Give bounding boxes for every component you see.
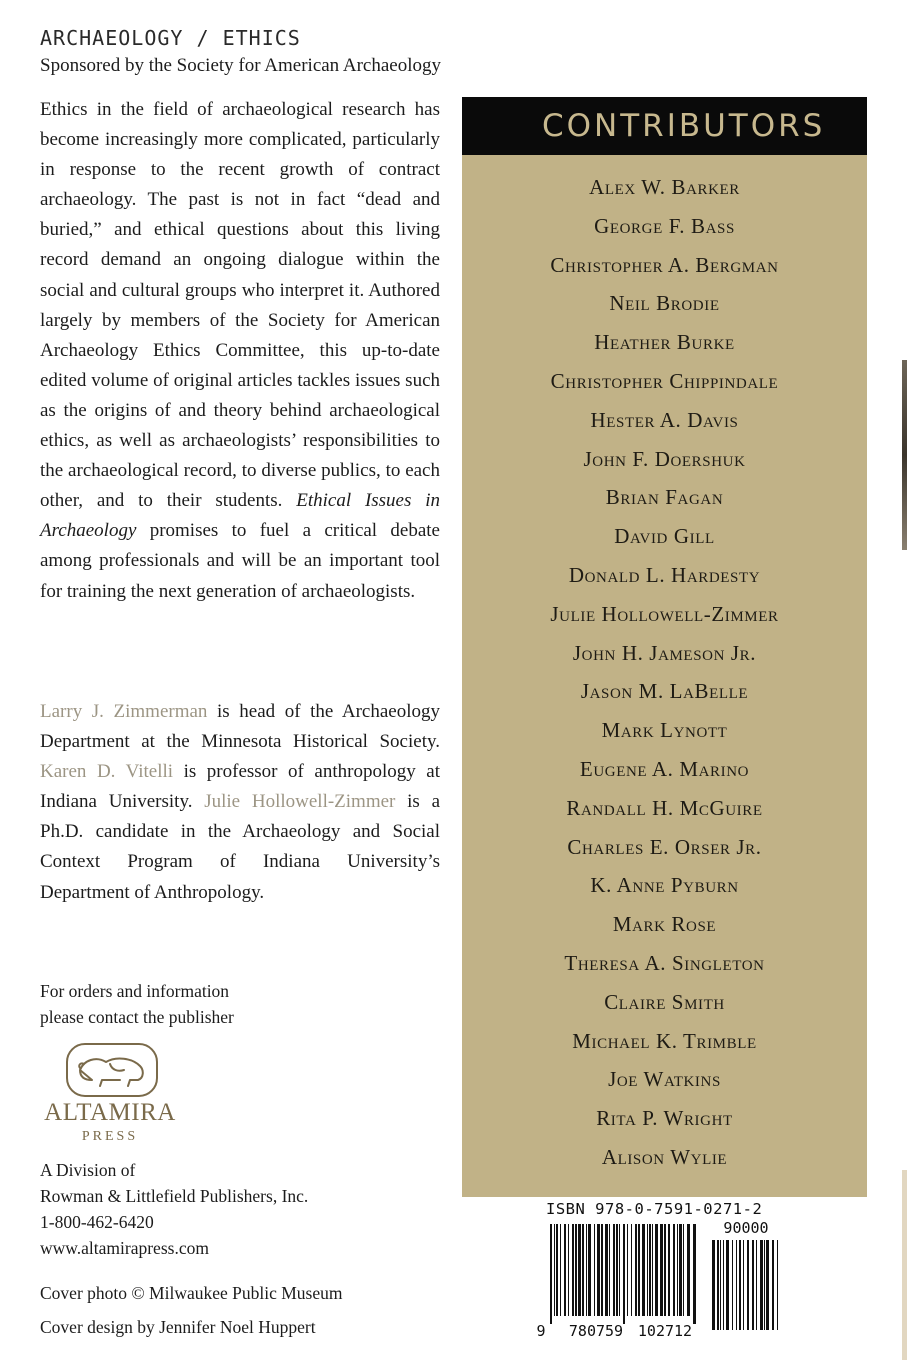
barcode-bar (717, 1240, 719, 1330)
contributor-name: Alex W. Barker (589, 175, 740, 199)
barcode-bar (638, 1224, 640, 1316)
contributor-name: David Gill (614, 524, 715, 549)
book-description (40, 95, 440, 607)
contributor-name: Christopher Chippindale (550, 368, 779, 393)
logo-subtitle: PRESS (81, 1129, 139, 1144)
barcode-bar (726, 1240, 729, 1330)
barcode-bar (732, 1240, 733, 1330)
contributor-name: K. Anne Pyburn (590, 873, 739, 898)
contributor-name: John F. Doershuk (583, 446, 746, 471)
orders-line: please contact the publisher (40, 1007, 234, 1027)
barcode-bar (683, 1224, 684, 1316)
contributors-panel (462, 97, 867, 1197)
barcode-price-code: 90000 (723, 1219, 769, 1237)
barcode-bar (627, 1224, 628, 1316)
contributor-name: Hester A. Davis (590, 407, 739, 432)
publisher-division: A Division of (40, 1160, 136, 1180)
photo-credit: Cover photo © Milwaukee Public Museum (40, 1283, 343, 1303)
barcode-bar (687, 1224, 690, 1316)
barcode-bar (679, 1224, 682, 1316)
contributor-name: Theresa A. Singleton (564, 950, 765, 975)
barcode-bar (572, 1224, 574, 1316)
barcode-bar (564, 1224, 566, 1316)
orders-line: For orders and information (40, 981, 230, 1001)
barcode-bar (586, 1224, 587, 1316)
barcode-bar (609, 1224, 610, 1316)
contributor-name: Brian Fagan (605, 485, 724, 510)
barcode-bar (712, 1240, 715, 1330)
barcode-bar (619, 1224, 620, 1316)
barcode-bar (756, 1240, 757, 1330)
isbn-barcode (534, 1218, 784, 1340)
barcode-bar (588, 1224, 591, 1316)
contributors-heading: CONTRIBUTORS (462, 97, 867, 155)
publisher-parent: Rowman & Littlefield Publishers, Inc. (40, 1186, 309, 1206)
barcode-bar (677, 1224, 678, 1316)
publisher-website: www.altamirapress.com (40, 1238, 209, 1258)
contributor-name: Charles E. Orser Jr. (567, 834, 762, 859)
barcode-ean-group1: 780759 (568, 1322, 624, 1340)
cover-edge-strip (902, 360, 907, 550)
contributor-name: Jason M. LaBelle (580, 679, 749, 704)
barcode-bar (594, 1224, 595, 1316)
cover-edge-strip (902, 1170, 907, 1360)
editor-bio-text: is professor of anthropology at Indiana University. (40, 761, 441, 813)
contributor-name: Mark Rose (612, 912, 717, 937)
editor-name: Julie Hollowell-Zimmer (204, 791, 396, 813)
barcode-bar (642, 1224, 645, 1316)
barcode-ean-first: 9 (536, 1322, 546, 1340)
isbn-label: ISBN 978-0-7591-0271-2 (546, 1200, 763, 1218)
editors-bio (40, 697, 440, 908)
barcode-bar (605, 1224, 608, 1316)
barcode-bar (578, 1224, 581, 1316)
barcode-bar (760, 1240, 763, 1330)
barcode-bar (752, 1240, 754, 1330)
barcode-bar (766, 1240, 769, 1330)
barcode-bar (613, 1224, 615, 1316)
barcode-bar (616, 1224, 618, 1316)
barcode-bar (631, 1224, 632, 1316)
contributor-name: Julie Hollowell-Zimmer (550, 601, 779, 626)
contributor-name: Donald L. Hardesty (568, 562, 761, 587)
barcode-bar (568, 1224, 569, 1316)
barcode-bar (764, 1240, 765, 1330)
description-part1: Ethics in the field of archaeological research has become increasingly more complicated, particularly in response to the recent growth of contract archaeology. The past is not in fact “dead and buried,” and ethical questions about this living record demand an ongoing dialogue within the social and cultural groups who interpret it. Authored largely by members of the Society for American Archaeology Ethics Committee, this up-to-date edited volume of original articles tackles issues such as the origins of and theory behind archaeological ethics, as well as archaeologists’ responsibilities to the archaeological record, to diverse publics, to each other, and to their students. (40, 99, 440, 512)
barcode-bar (550, 1224, 552, 1324)
barcode-bar (649, 1224, 651, 1316)
book-title: Ethical Issues in Archaeology (40, 490, 440, 542)
contributor-name: Michael K. Trimble (572, 1028, 757, 1053)
barcode-bar (736, 1240, 737, 1330)
barcode-bar (743, 1240, 744, 1330)
barcode-bar (777, 1240, 778, 1330)
publisher-phone: 1-800-462-6420 (40, 1212, 154, 1232)
logo-name: ALTAMIRA (44, 1099, 176, 1126)
editor-name: Karen D. Vitelli (40, 761, 174, 783)
barcode-bar (582, 1224, 584, 1316)
description-part2: promises to fuel a critical debate among professionals and will be an important tool for training the next generation of archaeologists. (40, 520, 440, 602)
editor-bio-text: is head of the Archaeology Department at the Minnesota Historical Society. (40, 701, 440, 753)
contributor-name: Heather Burke (594, 330, 735, 355)
contributor-name: Alison Wylie (601, 1144, 728, 1169)
barcode-bar (693, 1224, 696, 1324)
barcode-bar (673, 1224, 675, 1316)
editor-name: Larry J. Zimmerman (40, 701, 208, 722)
barcode-bar (647, 1224, 648, 1316)
contributor-name: George F. Bass (594, 213, 735, 238)
contributor-name: Mark Lynott (601, 718, 728, 743)
barcode-bar (772, 1240, 774, 1330)
barcode-bar (597, 1224, 600, 1316)
contributor-name: John H. Jameson Jr. (572, 640, 757, 665)
barcode-bar (652, 1224, 653, 1316)
category-label: ARCHAEOLOGY / ETHICS (40, 26, 301, 50)
contributors-list (462, 168, 867, 1177)
barcode-bar (747, 1240, 749, 1330)
barcode-bar (723, 1240, 724, 1330)
barcode-bar (655, 1224, 658, 1316)
barcode-bar (556, 1224, 558, 1316)
contributor-name: Claire Smith (604, 989, 725, 1014)
contributor-name: Christopher A. Bergman (550, 252, 779, 277)
contributor-name: Rita P. Wright (596, 1106, 733, 1131)
barcode-bar (660, 1224, 663, 1316)
barcode-bar (720, 1240, 721, 1330)
design-credit: Cover design by Jennifer Noel Huppert (40, 1317, 316, 1337)
barcode-bar (601, 1224, 603, 1316)
barcode-bar (554, 1224, 555, 1316)
contributor-name: Joe Watkins (608, 1067, 721, 1092)
bison-icon (79, 1059, 143, 1086)
barcode-bar (575, 1224, 577, 1316)
cover-credits (40, 1276, 343, 1344)
altamira-logo (40, 1040, 180, 1145)
barcode-bar (739, 1240, 741, 1330)
barcode-ean-group2: 102712 (637, 1322, 693, 1340)
barcode-bar (664, 1224, 666, 1316)
barcode-bar (623, 1224, 625, 1324)
barcode-bar (668, 1224, 670, 1316)
contributor-name: Randall H. McGuire (566, 795, 763, 820)
editor-bio-text: is a Ph.D. candidate in the Archaeology and Social Context Program of Indiana University’s Department of Anthropology. (40, 791, 441, 903)
contributor-name: Neil Brodie (609, 291, 720, 316)
orders-info (40, 978, 234, 1030)
contributor-name: Eugene A. Marino (579, 756, 750, 781)
sponsor-line: Sponsored by the Society for American Archaeology (40, 55, 442, 76)
barcode-bar (635, 1224, 637, 1316)
publisher-info (40, 1157, 308, 1261)
barcode-bar (560, 1224, 561, 1316)
